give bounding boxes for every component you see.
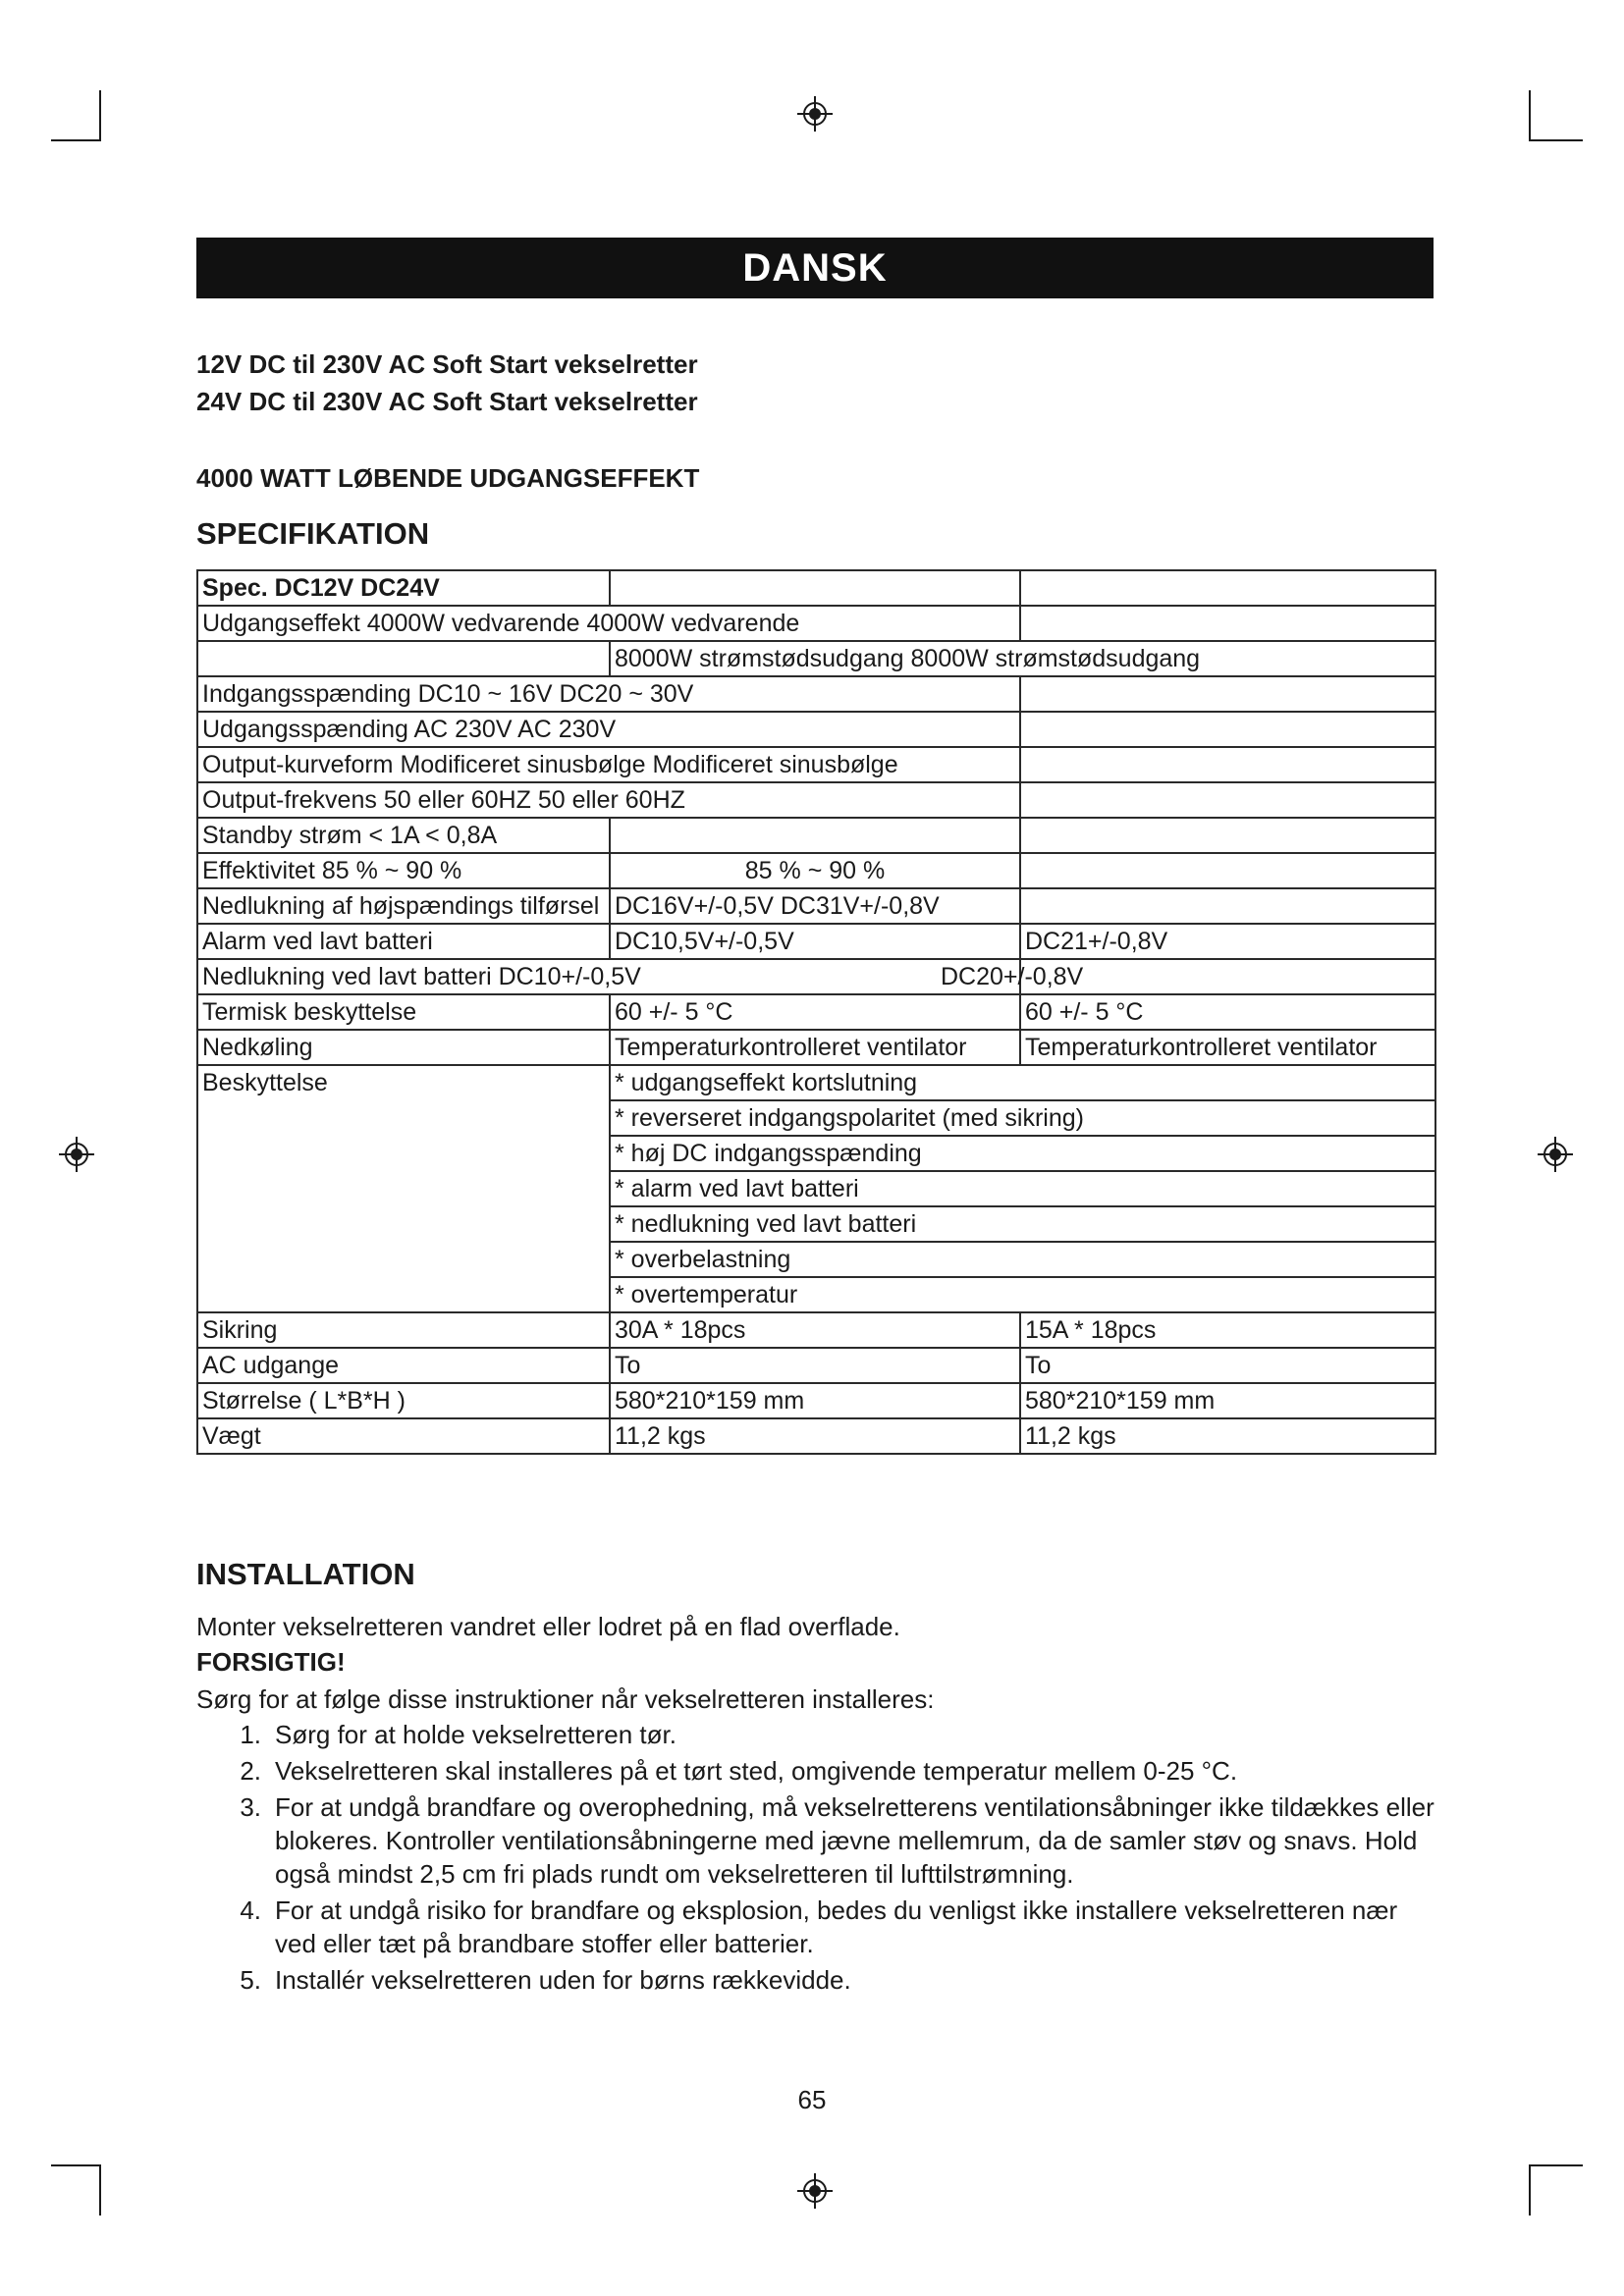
thermal-label-cell: Termisk beskyttelse <box>197 994 610 1030</box>
fuse-24v-cell: 15A * 18pcs <box>1020 1312 1435 1348</box>
size-label-cell: Størrelse ( L*B*H ) <box>197 1383 610 1418</box>
empty-cell <box>1020 606 1435 641</box>
step-text: Vekselretteren skal installeres på et tørt sted, omgivende temperatur mellem 0-25 °C. <box>275 1756 1238 1786</box>
weight-24v-cell: 11,2 kgs <box>1020 1418 1435 1454</box>
crop-mark-top-right <box>1529 139 1583 141</box>
empty-cell <box>1020 853 1435 888</box>
surge-power-cell: 8000W strømstødsudgang 8000W strømstødsudgang <box>610 641 1435 676</box>
product-title-12v: 12V DC til 230V AC Soft Start vekselretter <box>196 349 698 379</box>
weight-label-cell: Vægt <box>197 1418 610 1454</box>
ac-outlets-12v-cell: To <box>610 1348 1020 1383</box>
list-item <box>232 1754 1439 1788</box>
crop-mark-top-right <box>1529 90 1531 141</box>
output-power-cell: Udgangseffekt 4000W vedvarende 4000W vedvarende <box>197 606 1020 641</box>
table-row <box>197 888 1435 924</box>
protection-item: * alarm ved lavt batteri <box>610 1171 1435 1206</box>
step-number: 3. <box>240 1792 261 1822</box>
crop-mark-bottom-left <box>99 2164 101 2216</box>
efficiency-label-cell: Effektivitet 85 % ~ 90 % <box>197 853 610 888</box>
alarm-24v-cell: DC21+/-0,8V <box>1020 924 1435 959</box>
installation-steps <box>232 1718 1439 2000</box>
table-row <box>197 994 1435 1030</box>
step-number: 1. <box>240 1720 261 1749</box>
registration-mark-icon <box>1536 1135 1575 1174</box>
thermal-12v-cell: 60 +/- 5 °C <box>610 994 1020 1030</box>
frequency-cell: Output-frekvens 50 eller 60HZ 50 eller 60HZ <box>197 782 1020 818</box>
list-item <box>232 1894 1439 1960</box>
efficiency-value-cell: 85 % ~ 90 % <box>610 853 1020 888</box>
empty-cell <box>1020 782 1435 818</box>
hv-shutdown-value-cell: DC16V+/-0,5V DC31V+/-0,8V <box>610 888 1020 924</box>
crop-mark-bottom-right <box>1529 2164 1583 2166</box>
step-number: 2. <box>240 1756 261 1786</box>
table-row <box>197 712 1435 747</box>
crop-mark-top-left <box>99 90 101 141</box>
weight-12v-cell: 11,2 kgs <box>610 1418 1020 1454</box>
size-12v-cell: 580*210*159 mm <box>610 1383 1020 1418</box>
crop-mark-bottom-right <box>1529 2164 1531 2216</box>
fuse-label-cell: Sikring <box>197 1312 610 1348</box>
step-text: For at undgå risiko for brandfare og eksplosion, bedes du venligst ikke installere vekselretteren nær ved eller tæt på brandbare stoffer eller batterier. <box>275 1896 1398 1958</box>
table-row <box>197 606 1435 641</box>
step-number: 5. <box>240 1965 261 1995</box>
protection-item: * høj DC indgangsspænding <box>610 1136 1435 1171</box>
table-row <box>197 782 1435 818</box>
thermal-24v-cell: 60 +/- 5 °C <box>1020 994 1435 1030</box>
waveform-cell: Output-kurveform Modificeret sinusbølge Modificeret sinusbølge <box>197 747 1020 782</box>
table-row <box>197 853 1435 888</box>
fuse-12v-cell: 30A * 18pcs <box>610 1312 1020 1348</box>
crop-mark-top-left <box>51 139 101 141</box>
list-item <box>232 1718 1439 1751</box>
language-banner: DANSK <box>196 238 1434 298</box>
cooling-12v-cell: Temperaturkontrolleret ventilator <box>610 1030 1020 1065</box>
output-power-title: 4000 WATT LØBENDE UDGANGSEFFEKT <box>196 463 700 493</box>
spec-header-cell: Spec. DC12V DC24V <box>197 570 610 606</box>
step-text: Sørg for at holde vekselretteren tør. <box>275 1720 677 1749</box>
page-number: 65 <box>797 2085 827 2114</box>
product-title-24v: 24V DC til 230V AC Soft Start vekselretter <box>196 387 698 416</box>
crop-mark-bottom-left <box>51 2164 101 2166</box>
low-battery-shutdown-cell <box>197 959 1084 994</box>
installation-heading: INSTALLATION <box>196 1557 415 1591</box>
empty-cell <box>197 641 610 676</box>
table-row <box>197 818 1435 853</box>
registration-mark-icon <box>795 2171 835 2211</box>
table-row <box>197 1418 1435 1454</box>
empty-cell <box>1020 676 1435 712</box>
ac-outlets-label-cell: AC udgange <box>197 1348 610 1383</box>
empty-cell <box>610 570 1020 606</box>
list-item <box>232 1963 1439 1997</box>
cooling-label-cell: Nedkøling <box>197 1030 610 1065</box>
table-row <box>197 924 1435 959</box>
step-text: Installér vekselretteren uden for børns rækkevidde. <box>275 1965 851 1995</box>
spec-table <box>196 569 1436 1455</box>
table-row <box>197 641 1435 676</box>
size-24v-cell: 580*210*159 mm <box>1020 1383 1435 1418</box>
alarm-label-cell: Alarm ved lavt batteri <box>197 924 610 959</box>
empty-cell <box>1020 570 1435 606</box>
table-row <box>197 1348 1435 1383</box>
input-voltage-cell: Indgangsspænding DC10 ~ 16V DC20 ~ 30V <box>197 676 1020 712</box>
empty-cell <box>1020 888 1435 924</box>
ac-outlets-24v-cell: To <box>1020 1348 1435 1383</box>
table-row <box>197 1030 1435 1065</box>
registration-mark-icon <box>57 1135 96 1174</box>
protection-item: * overbelastning <box>610 1242 1435 1277</box>
empty-cell <box>610 818 1020 853</box>
table-row <box>197 1383 1435 1418</box>
table-row <box>197 959 1435 994</box>
registration-mark-icon <box>795 94 835 133</box>
protection-label-cell: Beskyttelse <box>197 1065 610 1312</box>
empty-cell <box>1020 818 1435 853</box>
alarm-12v-cell: DC10,5V+/-0,5V <box>610 924 1020 959</box>
output-voltage-cell: Udgangsspænding AC 230V AC 230V <box>197 712 1020 747</box>
table-row <box>197 676 1435 712</box>
standby-cell: Standby strøm < 1A < 0,8A <box>197 818 610 853</box>
table-row <box>197 1065 1435 1100</box>
installation-intro: Monter vekselretteren vandret eller lodret på en flad overflade. <box>196 1612 900 1641</box>
protection-item: * reverseret indgangspolaritet (med sikring) <box>610 1100 1435 1136</box>
list-item <box>232 1790 1439 1891</box>
low-battery-shutdown-label: Nedlukning ved lavt batteri DC10+/-0,5V <box>202 963 641 990</box>
protection-item: * overtemperatur <box>610 1277 1435 1312</box>
caution-label: FORSIGTIG! <box>196 1647 346 1677</box>
table-row <box>197 570 1435 606</box>
table-row <box>197 1312 1435 1348</box>
installation-lead: Sørg for at følge disse instruktioner når vekselretteren installeres: <box>196 1684 935 1714</box>
table-row <box>197 747 1435 782</box>
hv-shutdown-label-cell: Nedlukning af højspændings tilførsel <box>197 888 610 924</box>
step-number: 4. <box>240 1896 261 1925</box>
low-battery-shutdown-24v: DC20+/-0,8V <box>941 963 1084 990</box>
empty-cell <box>1020 712 1435 747</box>
step-text: For at undgå brandfare og overophedning, må vekselretterens ventilationsåbninger ikke tildækkes eller blokeres. Kontroller ventilationsåbningerne med jævne mellemrum, da de samler støv og snavs. Hold også mindst 2,5 cm fri plads rundt om vekselretteren til lufttilstrømning. <box>275 1792 1435 1889</box>
empty-cell <box>1020 747 1435 782</box>
spec-heading: SPECIFIKATION <box>196 516 430 551</box>
protection-item: * udgangseffekt kortslutning <box>610 1065 1435 1100</box>
cooling-24v-cell: Temperaturkontrolleret ventilator <box>1020 1030 1435 1065</box>
protection-item: * nedlukning ved lavt batteri <box>610 1206 1435 1242</box>
